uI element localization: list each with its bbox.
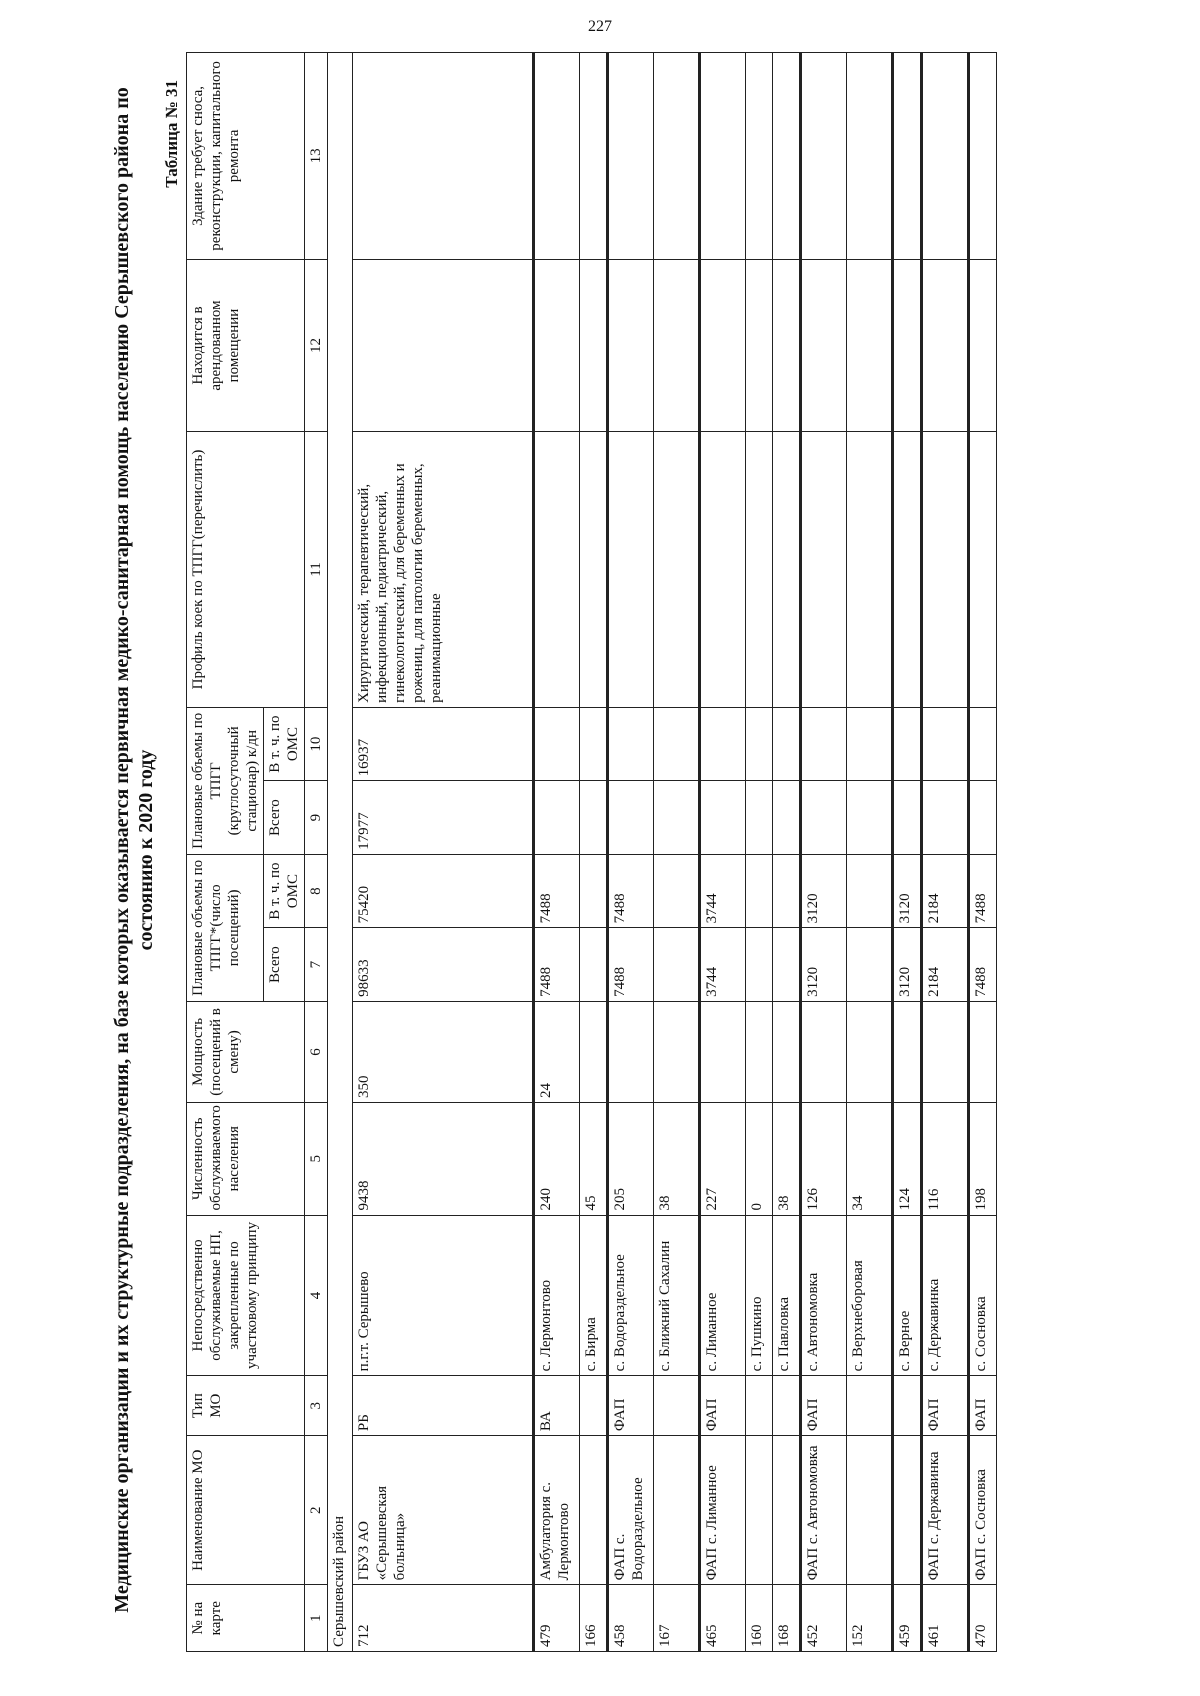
settlement-cell: с. Верхнеборовая: [847, 1215, 893, 1376]
header-bed-profile: Профиль коек по ТПГГ(перечислить): [187, 432, 305, 708]
mo-type-cell: РБ: [353, 1376, 534, 1436]
mo-name-cell: ФАП с. Лиманное: [700, 1436, 746, 1585]
rented-cell: [580, 259, 608, 431]
rented-cell: [534, 259, 580, 431]
inpatient-total-cell: [801, 781, 847, 855]
col-number: 5: [305, 1102, 328, 1215]
map-number-cell: 152: [847, 1585, 893, 1652]
table-label: Таблица № 31: [162, 80, 181, 188]
population-cell: 45: [580, 1102, 608, 1215]
visits-oms-cell: 75420: [353, 854, 534, 928]
rented-cell: [608, 259, 654, 431]
repair-cell: [700, 53, 746, 260]
inpatient-oms-cell: [847, 707, 893, 781]
mo-type-cell: [847, 1376, 893, 1436]
map-number-cell: 459: [893, 1585, 922, 1652]
mo-type-cell: [746, 1376, 773, 1436]
col-number: 10: [305, 707, 328, 781]
inpatient-total-cell: [700, 781, 746, 855]
settlement-cell: с. Лермонтово: [534, 1215, 580, 1376]
mo-type-cell: [893, 1376, 922, 1436]
header-visits-oms: В т. ч. по ОМС: [264, 854, 305, 928]
mo-name-cell: ФАП с. Водораздельное: [608, 1436, 654, 1585]
map-number-cell: 167: [654, 1585, 700, 1652]
capacity-cell: [969, 1001, 997, 1102]
map-number-cell: 458: [608, 1585, 654, 1652]
header-rented-premises: Находится в арендованном помещении: [187, 259, 305, 431]
mo-name-cell: [773, 1436, 801, 1585]
mo-type-cell: [654, 1376, 700, 1436]
mo-name-cell: ГБУЗ АО «Серышевская больница»: [353, 1436, 534, 1585]
mo-name-cell: ФАП с. Автономовка: [801, 1436, 847, 1585]
header-planned-visits: Плановые объемы по ТПГГ*(число посещений): [187, 854, 264, 1001]
population-cell: 38: [773, 1102, 801, 1215]
inpatient-total-cell: [580, 781, 608, 855]
inpatient-oms-cell: [580, 707, 608, 781]
mo-type-cell: ФАП: [801, 1376, 847, 1436]
population-cell: 0: [746, 1102, 773, 1215]
visits-total-cell: [746, 928, 773, 1002]
inpatient-total-cell: [534, 781, 580, 855]
group-row: [328, 53, 353, 1652]
col-number: 8: [305, 854, 328, 928]
capacity-cell: 350: [353, 1001, 534, 1102]
bed-profile-cell: [534, 432, 580, 708]
header-inpatient-total: Всего: [264, 781, 305, 855]
rented-cell: [746, 259, 773, 431]
header-row-1: [187, 53, 264, 1652]
table-row: [353, 53, 534, 1652]
map-number-cell: 479: [534, 1585, 580, 1652]
group-label: Серышевский район: [328, 53, 353, 1652]
capacity-cell: [922, 1001, 969, 1102]
visits-total-cell: [580, 928, 608, 1002]
page-number: 227: [588, 18, 612, 35]
mo-name-cell: ФАП с. Державинка: [922, 1436, 969, 1585]
visits-oms-cell: 3120: [801, 854, 847, 928]
capacity-cell: [847, 1001, 893, 1102]
visits-total-cell: 7488: [534, 928, 580, 1002]
inpatient-total-cell: [746, 781, 773, 855]
visits-oms-cell: 7488: [534, 854, 580, 928]
bed-profile-cell: Хирургический, терапевтический, инфекционный, педиатрический, гинекологический, для беременных и рожениц, для патологии беременных, реанимационные: [353, 432, 534, 708]
capacity-cell: [746, 1001, 773, 1102]
visits-oms-cell: 7488: [608, 854, 654, 928]
table-row: [534, 53, 580, 1652]
inpatient-total-cell: 17977: [353, 781, 534, 855]
mo-name-cell: [893, 1436, 922, 1585]
visits-oms-cell: 2184: [922, 854, 969, 928]
rented-cell: [893, 259, 922, 431]
visits-total-cell: [654, 928, 700, 1002]
map-number-cell: 461: [922, 1585, 969, 1652]
capacity-cell: [893, 1001, 922, 1102]
map-number-cell: 160: [746, 1585, 773, 1652]
document-title: Медицинские организации и их структурные подразделения, на базе которых оказывается первичная медико-санитарная помощь населению Серышевского района по состоянию к 2020 году: [111, 87, 157, 1613]
col-number: 12: [305, 259, 328, 431]
repair-cell: [654, 53, 700, 260]
inpatient-total-cell: [847, 781, 893, 855]
inpatient-oms-cell: [608, 707, 654, 781]
capacity-cell: [580, 1001, 608, 1102]
col-number: 4: [305, 1215, 328, 1376]
visits-total-cell: 3120: [893, 928, 922, 1002]
visits-oms-cell: [654, 854, 700, 928]
mo-type-cell: ВА: [534, 1376, 580, 1436]
repair-cell: [773, 53, 801, 260]
rented-cell: [969, 259, 997, 431]
header-building-repair: Здание требует сноса, реконструкции, капитального ремонта: [187, 53, 305, 260]
medical-organizations-table: [186, 52, 997, 1652]
visits-oms-cell: 7488: [969, 854, 997, 928]
bed-profile-cell: [969, 432, 997, 708]
map-number-cell: 712: [353, 1585, 534, 1652]
col-number: 6: [305, 1001, 328, 1102]
mo-name-cell: [746, 1436, 773, 1585]
bed-profile-cell: [847, 432, 893, 708]
mo-name-cell: [580, 1436, 608, 1585]
col-number: 2: [305, 1436, 328, 1585]
bed-profile-cell: [922, 432, 969, 708]
population-cell: 116: [922, 1102, 969, 1215]
inpatient-oms-cell: [654, 707, 700, 781]
bed-profile-cell: [893, 432, 922, 708]
visits-oms-cell: [773, 854, 801, 928]
col-number: 9: [305, 781, 328, 855]
capacity-cell: [801, 1001, 847, 1102]
settlement-cell: с. Автономовка: [801, 1215, 847, 1376]
bed-profile-cell: [608, 432, 654, 708]
table-row: [773, 53, 801, 1652]
mo-name-cell: Амбулатория с. Лермонтово: [534, 1436, 580, 1585]
mo-name-cell: [654, 1436, 700, 1585]
capacity-cell: [773, 1001, 801, 1102]
capacity-cell: [654, 1001, 700, 1102]
map-number-cell: 166: [580, 1585, 608, 1652]
settlement-cell: с. Сосновка: [969, 1215, 997, 1376]
repair-cell: [969, 53, 997, 260]
visits-total-cell: 3744: [700, 928, 746, 1002]
inpatient-oms-cell: 16937: [353, 707, 534, 781]
table-row: [893, 53, 922, 1652]
col-number: 11: [305, 432, 328, 708]
bed-profile-cell: [580, 432, 608, 708]
settlement-cell: с. Ближний Сахалин: [654, 1215, 700, 1376]
population-cell: 240: [534, 1102, 580, 1215]
visits-total-cell: 7488: [608, 928, 654, 1002]
bed-profile-cell: [773, 432, 801, 708]
inpatient-oms-cell: [746, 707, 773, 781]
visits-total-cell: 2184: [922, 928, 969, 1002]
mo-type-cell: ФАП: [608, 1376, 654, 1436]
settlement-cell: с. Водораздельное: [608, 1215, 654, 1376]
map-number-cell: 168: [773, 1585, 801, 1652]
population-cell: 9438: [353, 1102, 534, 1215]
settlement-cell: с. Павловка: [773, 1215, 801, 1376]
table-row: [608, 53, 654, 1652]
header-mo-name: Наименование МО: [187, 1436, 305, 1585]
map-number-cell: 465: [700, 1585, 746, 1652]
col-number: 7: [305, 928, 328, 1002]
capacity-cell: [700, 1001, 746, 1102]
header-inpatient-oms: В т. ч. по ОМС: [264, 707, 305, 781]
visits-oms-cell: [746, 854, 773, 928]
capacity-cell: 24: [534, 1001, 580, 1102]
mo-type-cell: ФАП: [922, 1376, 969, 1436]
rented-cell: [801, 259, 847, 431]
header-mo-type: Тип МО: [187, 1376, 305, 1436]
map-number-cell: 452: [801, 1585, 847, 1652]
settlement-cell: с. Лиманное: [700, 1215, 746, 1376]
inpatient-oms-cell: [922, 707, 969, 781]
rented-cell: [847, 259, 893, 431]
population-cell: 38: [654, 1102, 700, 1215]
population-cell: 124: [893, 1102, 922, 1215]
col-number: 3: [305, 1376, 328, 1436]
population-cell: 205: [608, 1102, 654, 1215]
table-row: [922, 53, 969, 1652]
inpatient-oms-cell: [534, 707, 580, 781]
visits-total-cell: [773, 928, 801, 1002]
inpatient-oms-cell: [700, 707, 746, 781]
settlement-cell: с. Пушкино: [746, 1215, 773, 1376]
population-cell: 126: [801, 1102, 847, 1215]
rented-cell: [773, 259, 801, 431]
header-served-settlements: Непосредственно обслуживаемые НП, закрепленные по участковому принципу: [187, 1215, 305, 1376]
header-population: Численность обслуживаемого населения: [187, 1102, 305, 1215]
table-row: [700, 53, 746, 1652]
inpatient-oms-cell: [893, 707, 922, 781]
inpatient-oms-cell: [773, 707, 801, 781]
bed-profile-cell: [700, 432, 746, 708]
table-row: [746, 53, 773, 1652]
header-capacity: Мощность (посещений в смену): [187, 1001, 305, 1102]
header-map-number: № на карте: [187, 1585, 305, 1652]
table-row: [969, 53, 997, 1652]
repair-cell: [746, 53, 773, 260]
visits-total-cell: 7488: [969, 928, 997, 1002]
bed-profile-cell: [746, 432, 773, 708]
visits-total-cell: [847, 928, 893, 1002]
repair-cell: [922, 53, 969, 260]
col-number: 1: [305, 1585, 328, 1652]
mo-type-cell: [580, 1376, 608, 1436]
repair-cell: [580, 53, 608, 260]
header-planned-inpatient: Плановые объемы по ТПГГ (круглосуточный стационар) к/дн: [187, 707, 264, 854]
table-row: [847, 53, 893, 1652]
inpatient-oms-cell: [801, 707, 847, 781]
repair-cell: [893, 53, 922, 260]
visits-oms-cell: 3744: [700, 854, 746, 928]
inpatient-total-cell: [969, 781, 997, 855]
rented-cell: [700, 259, 746, 431]
visits-total-cell: 3120: [801, 928, 847, 1002]
mo-type-cell: [773, 1376, 801, 1436]
population-cell: 198: [969, 1102, 997, 1215]
mo-name-cell: [847, 1436, 893, 1585]
inpatient-total-cell: [893, 781, 922, 855]
visits-oms-cell: [580, 854, 608, 928]
repair-cell: [534, 53, 580, 260]
settlement-cell: с. Бирма: [580, 1215, 608, 1376]
table-row: [580, 53, 608, 1652]
column-number-row: [305, 53, 328, 1652]
table-row: [801, 53, 847, 1652]
repair-cell: [608, 53, 654, 260]
inpatient-total-cell: [773, 781, 801, 855]
repair-cell: [353, 53, 534, 260]
settlement-cell: с. Державинка: [922, 1215, 969, 1376]
header-visits-total: Всего: [264, 928, 305, 1002]
inpatient-total-cell: [654, 781, 700, 855]
visits-oms-cell: 3120: [893, 854, 922, 928]
mo-name-cell: ФАП с. Сосновка: [969, 1436, 997, 1585]
repair-cell: [847, 53, 893, 260]
mo-type-cell: ФАП: [969, 1376, 997, 1436]
bed-profile-cell: [801, 432, 847, 708]
map-number-cell: 470: [969, 1585, 997, 1652]
settlement-cell: п.г.т. Серышево: [353, 1215, 534, 1376]
rented-cell: [654, 259, 700, 431]
table-row: [654, 53, 700, 1652]
visits-total-cell: 98633: [353, 928, 534, 1002]
population-cell: 227: [700, 1102, 746, 1215]
visits-oms-cell: [847, 854, 893, 928]
inpatient-oms-cell: [969, 707, 997, 781]
settlement-cell: с. Верное: [893, 1215, 922, 1376]
bed-profile-cell: [654, 432, 700, 708]
rented-cell: [353, 259, 534, 431]
rented-cell: [922, 259, 969, 431]
rotated-page-content: [110, 40, 1185, 1660]
col-number: 13: [305, 53, 328, 260]
capacity-cell: [608, 1001, 654, 1102]
inpatient-total-cell: [608, 781, 654, 855]
repair-cell: [801, 53, 847, 260]
population-cell: 34: [847, 1102, 893, 1215]
inpatient-total-cell: [922, 781, 969, 855]
mo-type-cell: ФАП: [700, 1376, 746, 1436]
